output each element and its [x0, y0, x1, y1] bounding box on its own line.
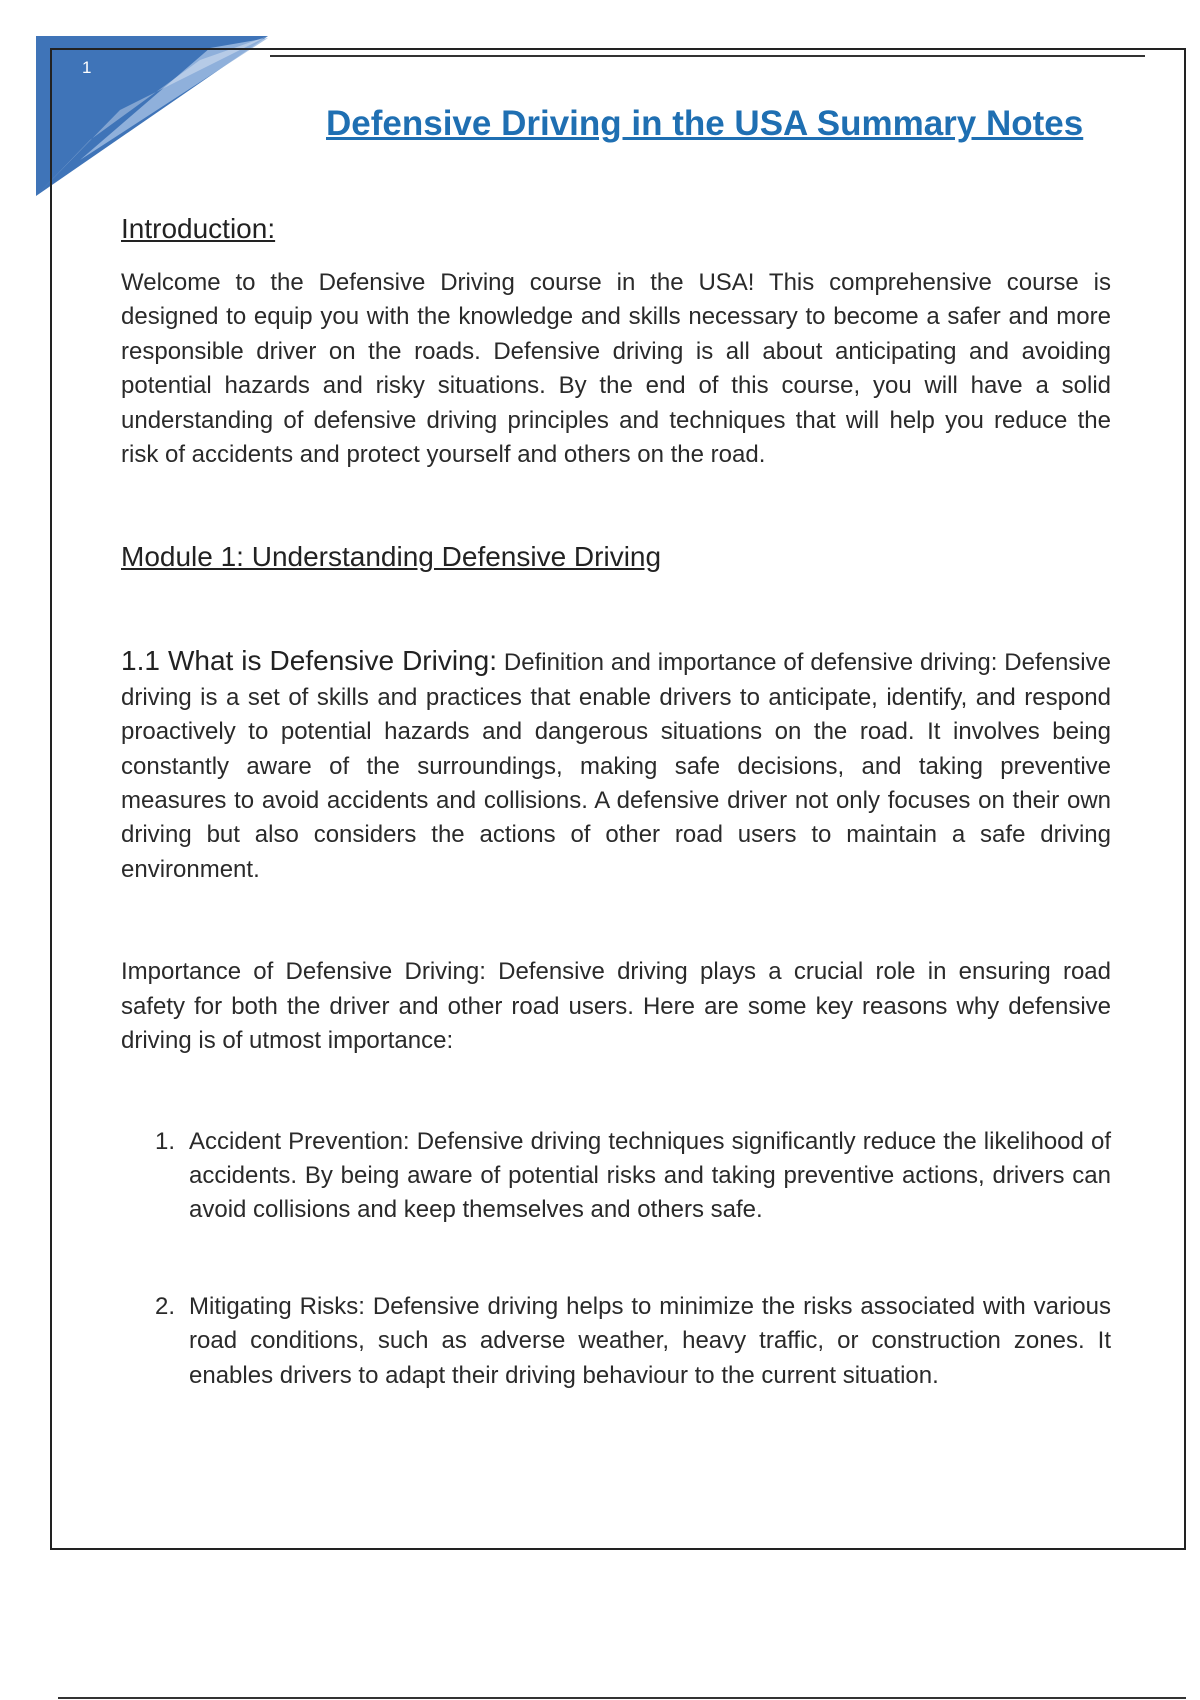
introduction-paragraph: Welcome to the Defensive Driving course in the USA! This comprehensive course is designed to equip you with the knowledge and skills necessary to become a safer and more responsible driver on the roads. Defensive driving is all about anticipating and avoiding potential hazards and risky situations. By the end of this course, you will have a solid understanding of defensive driving principles and techniques that will help you reduce the risk of accidents and protect yourself and others on the road. [121, 269, 1111, 469]
page-number: 1 [82, 58, 92, 77]
list-item-text: Mitigating Risks: Defensive driving helps to minimize the risks associated with various road conditions, such as adverse weather, heavy traffic, or construction zones. It enables drivers to adapt their driving behaviour to the current situation. [189, 1292, 1111, 1389]
document-title: Defensive Driving in the USA Summary Notes [326, 104, 1084, 143]
subsection-1-1-body: Definition and importance of defensive driving: Defensive driving is a set of skills and practices that enable drivers to anticipate, identify, and respond proactively to potential hazards and dangerous situations on the road. It involves being constantly aware of the surroundings, making safe decisions, and taking preventive measures to avoid accidents and collisions. A defensive driver not only focuses on their own driving but also considers the actions of other road users to maintain a safe driving environment. [121, 649, 1111, 883]
list-item-number: 1. [155, 1127, 176, 1155]
importance-paragraph: Importance of Defensive Driving: Defensive driving plays a crucial role in ensuring road safety for both the driver and other road users. Here are some key reasons why defensive driving is of utmost importance: [121, 958, 1111, 1055]
introduction-heading: Introduction: [121, 213, 276, 244]
list-item-number: 2. [155, 1292, 176, 1320]
reasons-list [121, 1125, 1111, 1393]
module-1-heading: Module 1: Understanding Defensive Driving [121, 541, 662, 573]
document-body [121, 210, 1111, 1455]
subsection-1-1-heading: 1.1 What is Defensive Driving: [121, 645, 497, 677]
list-item [121, 1125, 1111, 1228]
list-item-text: Accident Prevention: Defensive driving techniques significantly reduce the likelihood of accidents. By being aware of potential risks and taking preventive actions, drivers can avoid collisions and keep themselves and others safe. [189, 1127, 1111, 1224]
list-item [121, 1290, 1111, 1393]
subsection-1-1 [121, 644, 1111, 887]
bottom-rule [58, 1697, 1186, 1699]
